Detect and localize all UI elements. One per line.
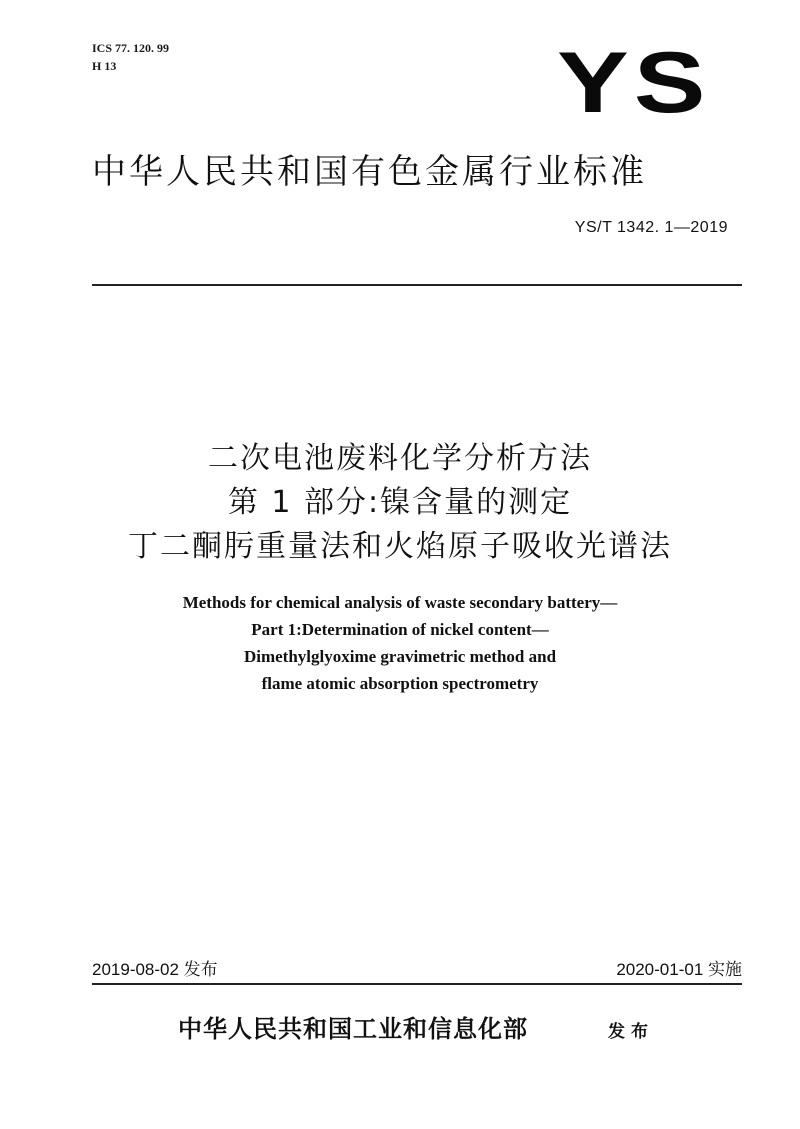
title-en-line-3: Dimethylglyoxime gravimetric method and (243, 647, 557, 666)
title-cn-line-3: 丁二酮肟重量法和火焰原子吸收光谱法 (128, 529, 672, 564)
title-en-line-2: Part 1:Determination of nickel content— (251, 620, 549, 639)
standard-category-title: 中华人民共和国有色金属行业标准 (92, 152, 647, 192)
ics-code: ICS 77. 120. 99 (92, 41, 170, 55)
standard-number: YS/T 1342. 1—2019 (574, 219, 728, 236)
implementation-date: 2020-01-01 实施 (616, 960, 742, 979)
title-en-line-4: flame atomic absorption spectrometry (261, 674, 539, 693)
issue-date: 2019-08-02 发布 (92, 960, 218, 979)
issuing-authority: 中华人民共和国工业和信息化部 (178, 1014, 528, 1043)
ys-logo: YS (557, 35, 711, 131)
title-cn-line-2: 第 1 部分:镍含量的测定 (227, 485, 573, 520)
title-cn-line-1: 二次电池废料化学分析方法 (208, 441, 592, 476)
issue-label: 发布 (608, 1022, 654, 1042)
header-divider (92, 284, 742, 286)
title-en-line-1: Methods for chemical analysis of waste secondary battery— (182, 593, 618, 612)
footer-divider (92, 983, 742, 985)
ccs-code: H 13 (92, 59, 117, 73)
